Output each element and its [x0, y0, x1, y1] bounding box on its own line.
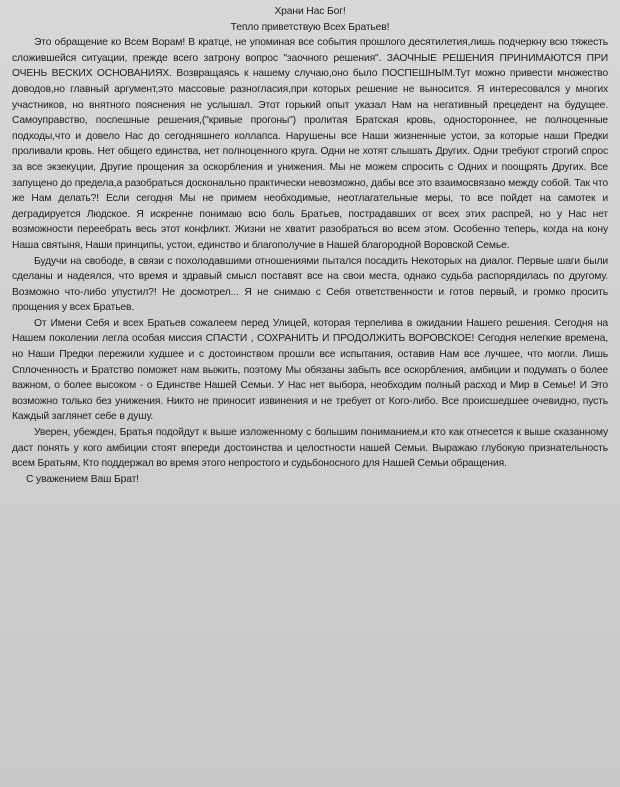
letter-body [12, 35, 608, 487]
greeting-line-2: Тепло приветствую Всех Братьев! [230, 21, 390, 33]
paragraph-2: Будучи на свободе, в связи с похолодавшими отношениями пытался посадить Некоторых на диалог. Первые шаги были сделаны и надеялся, что время и здравый смысл поставят все на свои места, однако судьба распорядилась по другому. Возможно что-либо упустил?! Не досмотрел... Я не снимаю с Себя ответственности и готов первый, и громко просить прощения у всех Братьев. [12, 255, 608, 314]
letter-header [12, 4, 608, 35]
paragraph-3: От Имени Себя и всех Братьев сожалеем перед Улицей, которая терпелива в ожидании Нашего решения. Сегодня на Нашем поколении легла особая миссия СПАСТИ , СОХРАНИТЬ И ПРОДОЛЖИТЬ ВОРОВСКОЕ! Сегодня нелегкие времена, но Наши Предки пережили худшее и с достоинством прошли все испытания, оставив Нам все лучшее, что могли. Лишь Сплоченность и Братство поможет нам выжить, поэтому Мы обязаны забыть все оскорбления, амбиции и подумать о более важном, о более высоком - о Единстве Нашей Семьи. У Нас нет выбора, необходим полный расход и Мир в Семье! И Это возможно только без унижения. Никто не приносит извинения и не требует от Кого-либо. Все происшедшее очевидно, пусть Каждый заглянет себе в душу. [12, 317, 608, 423]
paragraph-1: Это обращение ко Всем Ворам! В кратце, не упоминая все события прошлого десятилетия,лишь подчеркну всю тяжесть сложившейся ситуации, прежде всего затрону вопрос "заочного решения". ЗАОЧНЫЕ РЕШЕНИЯ ПРИНИМАЮТСЯ ПРИ ОЧЕНЬ ВЕСКИХ ОСНОВАНИЯХ. Возвращаясь к нашему случаю,оно было ПОСПЕШНЫМ.Тут можно привести множество доводов,но главный аргумент,это массовые разногласия,при которых решение не выносится. Я интересовался у многих участников, но внятного пояснения не услышал. Этот горький опыт указал Нам на негативный прецедент на будущее. Самоуправство, поспешные решения,("кривые прогоны") пролитая Братская кровь, одностороннее, не полноценные подходы,что и довело Нас до сегодняшнего коллапса. Нарушены все Наши жизненные устои, за которые наши Предки проливали кровь. Нет общего единства, нет полноценного круга. Одни не хотят слышать Других. Одни требуют строгий спрос за все экзекуции, Другие прощения за оскорбления и унижения. Мы не можем спросить с Одних и поощрять Других. Все запущено до предела,а разобраться досконально практически невозможно, дабы все это взаимосвязано между собой. Так что же Нам делать?! Если сегодня Мы не примем необходимые, неотлагательные меры, то все пойдет на самотек и деградируется Людское. Я искренне понимаю всю боль Братьев, пострадавших от всех этих распрей, но у Нас нет возможности переебрать весь этот конфликт. Жизни не хватит разобраться во всем этом. Особенно теперь, когда на кону Наша святыня, Наши принципы, устои, единство и благополучие в Нашей благородной Воровской Семье. [12, 37, 608, 251]
signature: С уважением Ваш Брат! [26, 473, 139, 485]
paragraph-4: Уверен, убежден, Братья подойдут к выше изложенному с большим пониманием,и кто как отнесется к выше сказанному даст понять у кого амбиции стоят впереди достоинства и целостности нашей Семьи. Выражаю глубокую признательность всем Братьям, Кто поддержал во время этого непростого и судьбоносного для Нашей Семьи обращения. [12, 427, 608, 470]
greeting-line-1: Храни Нас Бог! [274, 6, 346, 17]
